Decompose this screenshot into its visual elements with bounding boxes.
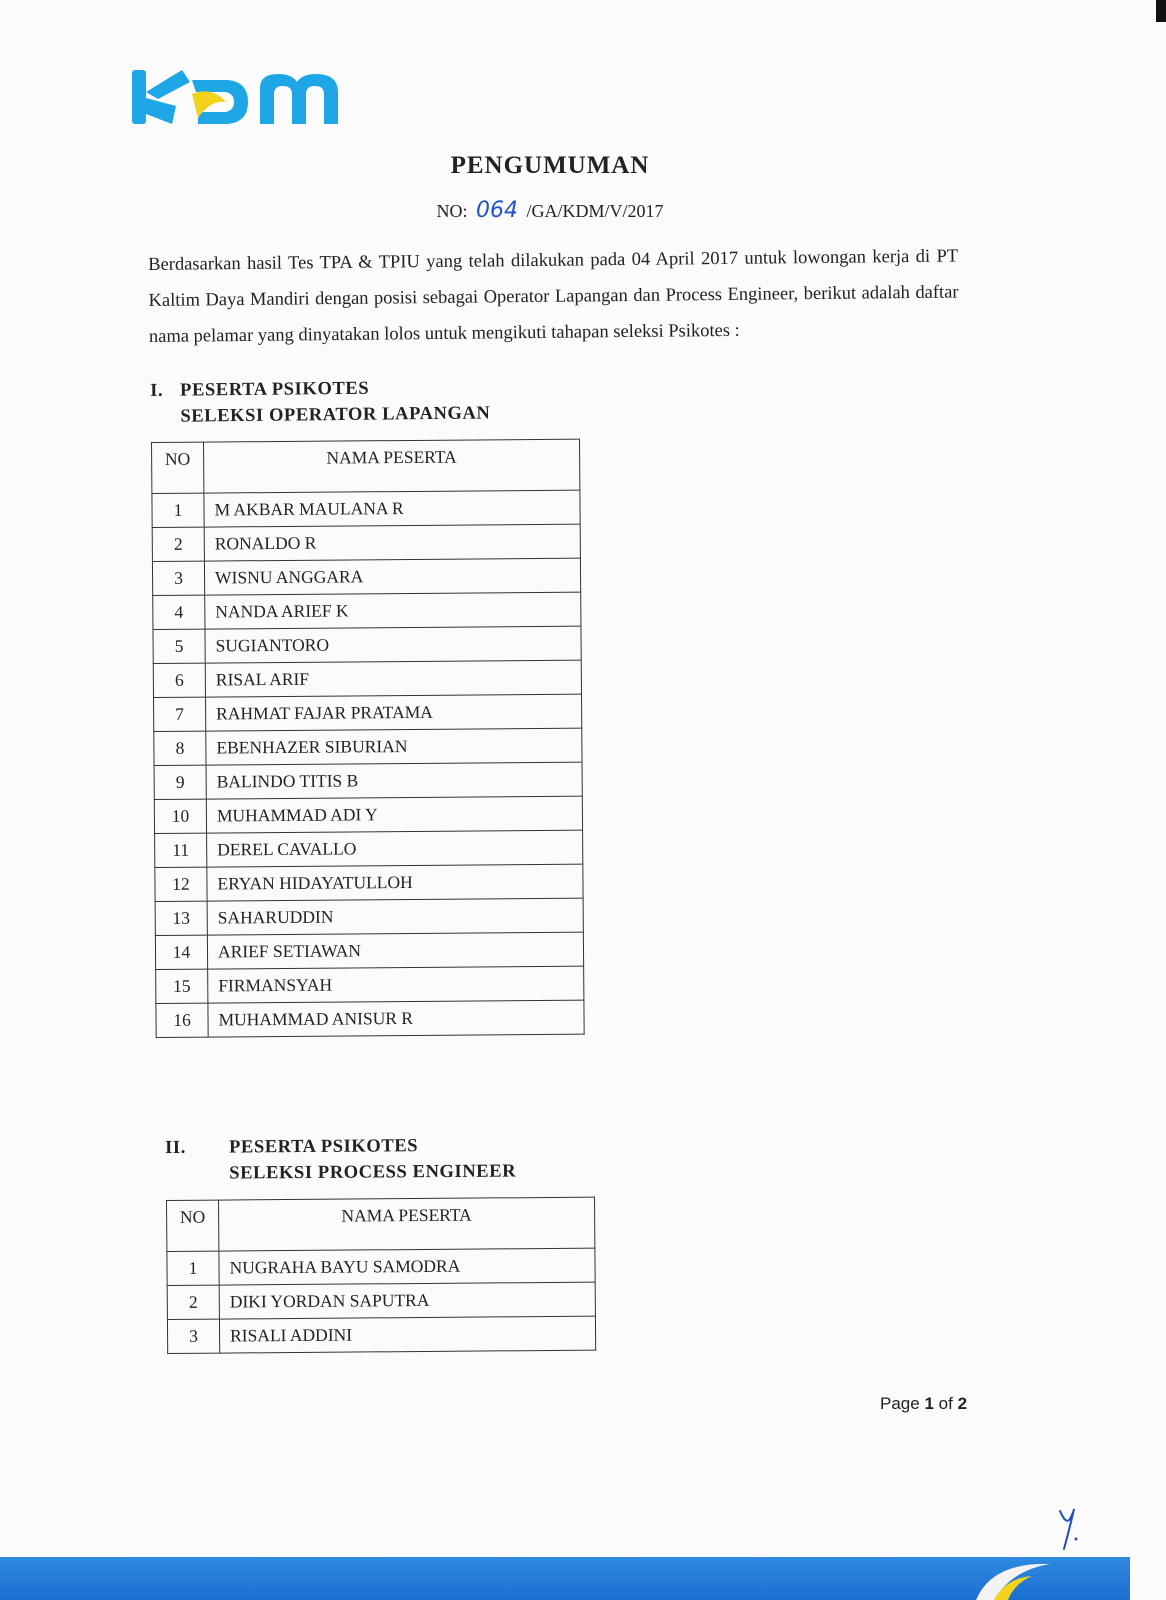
header-no: NO (167, 1200, 219, 1251)
kdm-logo (132, 66, 344, 132)
row-no: 2 (152, 527, 204, 561)
row-name: SAHARUDDIN (207, 898, 583, 935)
handwritten-initial (1052, 1505, 1086, 1555)
document-title: PENGUMUMAN (450, 152, 650, 179)
row-name: DIKI YORDAN SAPUTRA (219, 1282, 595, 1319)
row-name: RAHMAT FAJAR PRATAMA (206, 694, 582, 731)
row-no: 16 (156, 1003, 208, 1037)
row-no: 11 (155, 833, 207, 867)
row-no: 14 (155, 935, 207, 969)
page-label: Page (880, 1394, 920, 1413)
section-1-number: I. (150, 380, 164, 401)
row-no: 3 (167, 1319, 219, 1353)
doc-number-handwritten: 064 (475, 198, 518, 223)
table-row (152, 490, 580, 527)
row-name: EBENHAZER SIBURIAN (206, 728, 582, 765)
row-name: ERYAN HIDAYATULLOH (207, 864, 583, 901)
row-name: NUGRAHA BAYU SAMODRA (219, 1248, 595, 1285)
row-no: 12 (155, 867, 207, 901)
row-name: BALINDO TITIS B (206, 762, 582, 799)
table-header-row (152, 439, 580, 493)
row-no: 4 (153, 595, 205, 629)
table-row (156, 1000, 584, 1037)
table-row (167, 1248, 595, 1285)
table-row (154, 762, 582, 799)
table-header-row (167, 1197, 595, 1251)
row-name: RISAL ARIF (205, 660, 581, 697)
intro-paragraph: Berdasarkan hasil Tes TPA & TPIU yang telah dilakukan pada 04 April 2017 untuk lowongan kerja di PT Kaltim Daya Mandiri dengan posisi sebagai Operator Lapangan dan Process Engineer, berikut adalah daftar nama pelamar yang dinyatakan lolos untuk mengikuti tahapan seleksi Psikotes : (148, 246, 959, 347)
section-1-line2: SELEKSI OPERATOR LAPANGAN (180, 403, 491, 427)
document-number (0, 198, 1100, 223)
section-1-line1: PESERTA PSIKOTES (180, 378, 370, 401)
table-row (154, 728, 582, 765)
header-nama-peserta: NAMA PESERTA (219, 1197, 595, 1251)
footer-band (0, 1557, 1130, 1600)
table-row (152, 524, 580, 561)
row-no: 2 (167, 1285, 219, 1319)
row-name: RISALI ADDINI (219, 1316, 595, 1353)
row-no: 5 (153, 629, 205, 663)
row-name: DEREL CAVALLO (207, 830, 583, 867)
table-process-engineer (166, 1197, 596, 1354)
table-row (155, 830, 583, 867)
footer-logo-swoosh (972, 1556, 1052, 1600)
row-no: 8 (154, 731, 206, 765)
table-row (155, 864, 583, 901)
row-name: WISNU ANGGARA (204, 558, 580, 595)
row-name: ARIEF SETIAWAN (207, 932, 583, 969)
section-2-line2: SELEKSI PROCESS ENGINEER (229, 1161, 517, 1184)
header-nama-peserta: NAMA PESERTA (204, 439, 580, 493)
table-row (153, 626, 581, 663)
table-row (167, 1316, 595, 1353)
row-no: 7 (154, 697, 206, 731)
header-no: NO (152, 442, 204, 493)
table-row (152, 558, 580, 595)
row-no: 13 (155, 901, 207, 935)
table-row (156, 966, 584, 1003)
page-number (880, 1394, 967, 1414)
doc-number-suffix: /GA/KDM/V/2017 (526, 201, 664, 221)
table-operator-lapangan (151, 439, 585, 1038)
table-row (167, 1282, 595, 1319)
page-of-label: of (938, 1394, 953, 1413)
table-row (154, 694, 582, 731)
row-no: 9 (154, 765, 206, 799)
row-no: 3 (152, 561, 204, 595)
table-row (153, 592, 581, 629)
section-2-number: II. (165, 1137, 186, 1158)
table-row (153, 660, 581, 697)
table-row (155, 898, 583, 935)
page-total: 2 (957, 1394, 968, 1413)
row-name: NANDA ARIEF K (205, 592, 581, 629)
row-name: MUHAMMAD ADI Y (206, 796, 582, 833)
page-current: 1 (924, 1394, 934, 1413)
row-name: M AKBAR MAULANA R (204, 490, 580, 527)
row-name: SUGIANTORO (205, 626, 581, 663)
row-no: 1 (167, 1251, 219, 1285)
scan-edge (1156, 0, 1166, 22)
table-row (154, 796, 582, 833)
row-name: RONALDO R (204, 524, 580, 561)
doc-number-prefix: NO: (436, 201, 468, 221)
table-row (155, 932, 583, 969)
row-no: 6 (153, 663, 205, 697)
section-2-line1: PESERTA PSIKOTES (229, 1136, 419, 1158)
row-no: 10 (154, 799, 206, 833)
row-name: MUHAMMAD ANISUR R (208, 1000, 584, 1037)
row-name: FIRMANSYAH (208, 966, 584, 1003)
row-no: 1 (152, 493, 204, 527)
row-no: 15 (156, 969, 208, 1003)
